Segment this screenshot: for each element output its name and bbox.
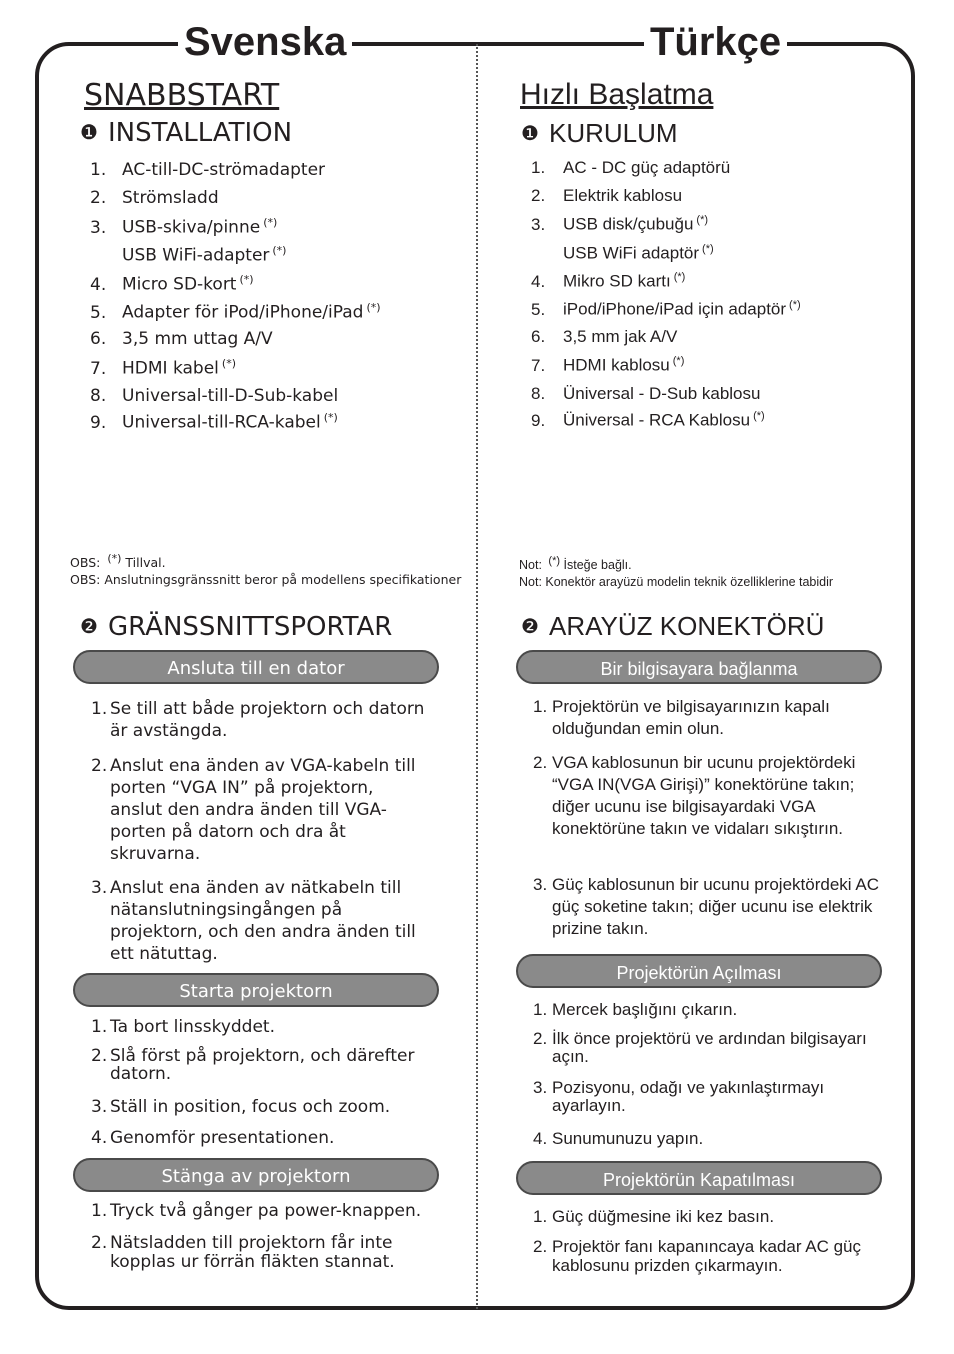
section-kurulum xyxy=(521,118,678,149)
section-title: KURULUM xyxy=(549,118,678,148)
list-item: 2. Elektrik kablosu xyxy=(531,186,683,205)
step-item: 1. Tryck två gånger pa power-knappen. xyxy=(91,1201,422,1221)
list-item: 1. AC-till-DC-strömadapter xyxy=(90,160,326,180)
list-item: 3. USB-skiva/pinne (*) xyxy=(90,216,278,238)
step-item: 3. Ställ in position, focus och zoom. xyxy=(91,1097,391,1117)
list-item: 8. Üniversal - D-Sub kablosu xyxy=(531,384,761,403)
list-item: USB WiFi-adapter (*) xyxy=(122,244,287,266)
subsection-bar-start: Starta projektorn xyxy=(73,973,439,1007)
step-item: 1. Projektörün ve bilgisayarınızın kapalı olduğundan emin olun. xyxy=(533,697,830,738)
section-title: GRÄNSSNITTSPORTAR xyxy=(108,612,393,642)
step-item: 4. Sunumunuzu yapın. xyxy=(533,1129,704,1148)
section-number-icon: ❷ xyxy=(80,614,98,638)
step-item: 3. Güç kablosunun bir ucunu projektördeki AC güç soketine takın; diğer ucunu ise elektrik prizine takın. xyxy=(533,875,879,938)
list-item: 4. Micro SD-kort (*) xyxy=(90,273,254,295)
step-item: 4. Genomför presentationen. xyxy=(91,1128,335,1148)
heading-snabbstart: SNABBSTART xyxy=(84,78,280,113)
list-item: 4. Mikro SD kartı (*) xyxy=(531,271,686,291)
step-item: 1. Ta bort linsskyddet. xyxy=(91,1017,275,1037)
column-divider xyxy=(476,44,478,1309)
list-item: 7. HDMI kablosu (*) xyxy=(531,355,685,375)
section-title: INSTALLATION xyxy=(108,118,293,148)
section-installation xyxy=(80,118,292,148)
list-item: 7. HDMI kabel (*) xyxy=(90,357,236,379)
section-title: ARAYÜZ KONEKTÖRÜ xyxy=(549,611,825,641)
subsection-bar-start: Projektörün Açılması xyxy=(516,954,882,988)
section-number-icon: ❶ xyxy=(521,123,539,145)
section-interface-ports xyxy=(80,612,392,642)
step-item: 3. Anslut ena änden av nätkabeln till nätanslutningsingången på projektorn, och den andra änden till ett nätuttag. xyxy=(91,878,416,964)
step-item: 2. Nätsladden till projektorn får inte kopplas ur förrän fläkten stannat. xyxy=(91,1233,395,1272)
subsection-bar-stop: Projektörün Kapatılması xyxy=(516,1161,882,1195)
list-item: 2. Strömsladd xyxy=(90,188,219,208)
note-specifications: OBS: Anslutningsgränssnitt beror på modellens specifikationer xyxy=(70,572,462,587)
step-item: 3. Pozisyonu, odağı ve yakınlaştırmayı ayarlayın. xyxy=(533,1078,825,1115)
section-number-icon: ❷ xyxy=(521,616,539,638)
list-item: 9. Üniversal - RCA Kablosu (*) xyxy=(531,410,765,430)
language-title-turkce: Türkçe xyxy=(644,18,787,66)
list-item: 5. iPod/iPhone/iPad için adaptör (*) xyxy=(531,299,801,319)
step-item: 1. Mercek başlığını çıkarın. xyxy=(533,1000,738,1019)
step-item: 2. Slå först på projektorn, och därefter datorn. xyxy=(91,1046,415,1084)
note-optional: OBS: (*) Tillval. xyxy=(70,552,166,571)
heading-hizli-baslatma: Hızlı Başlatma xyxy=(520,78,714,111)
section-arayuz-konektoru xyxy=(521,611,824,642)
step-item: 2. İlk önce projektörü ve ardından bilgisayarı açın. xyxy=(533,1029,867,1066)
step-item: 1. Güç düğmesine iki kez basın. xyxy=(533,1207,775,1226)
step-item: 2. VGA kablosunun bir ucunu projektördeki “VGA IN(VGA Girişi)” konektörüne takın; diğer ucunu ise bilgisayardaki VGA konektörüne takın ve vidaları sıkıştırın. xyxy=(533,753,856,838)
step-item: 1. Se till att både projektorn och datorn är avstängda. xyxy=(91,699,425,741)
list-item: 5. Adapter för iPod/iPhone/iPad (*) xyxy=(90,301,381,323)
list-item: 6. 3,5 mm uttag A/V xyxy=(90,329,273,349)
subsection-bar-stop: Stänga av projektorn xyxy=(73,1158,439,1192)
list-item: USB WiFi adaptör (*) xyxy=(563,243,714,263)
section-number-icon: ❶ xyxy=(80,120,98,144)
note-optional: Not: (*) İsteğe bağlı. xyxy=(519,555,632,573)
list-item: 3. USB disk/çubuğu (*) xyxy=(531,214,709,234)
list-item: 1. AC - DC güç adaptörü xyxy=(531,158,731,177)
list-item: 8. Universal-till-D-Sub-kabel xyxy=(90,386,339,406)
subsection-bar-connect: Bir bilgisayara bağlanma xyxy=(516,650,882,684)
step-item: 2. Projektör fanı kapanıncaya kadar AC güç kablosunu prizden çıkarmayın. xyxy=(533,1237,862,1275)
list-item: 6. 3,5 mm jak A/V xyxy=(531,327,678,346)
language-title-svenska: Svenska xyxy=(178,18,352,66)
list-item: 9. Universal-till-RCA-kabel (*) xyxy=(90,411,338,433)
step-item: 2. Anslut ena änden av VGA-kabeln till porten “VGA IN” på projektorn, anslut den andra änden till VGA-porten på datorn och dra åt skruvarna. xyxy=(91,756,416,864)
note-specifications: Not: Konektör arayüzü modelin teknik özelliklerine tabidir xyxy=(519,575,834,589)
subsection-bar-connect: Ansluta till en dator xyxy=(73,650,439,684)
